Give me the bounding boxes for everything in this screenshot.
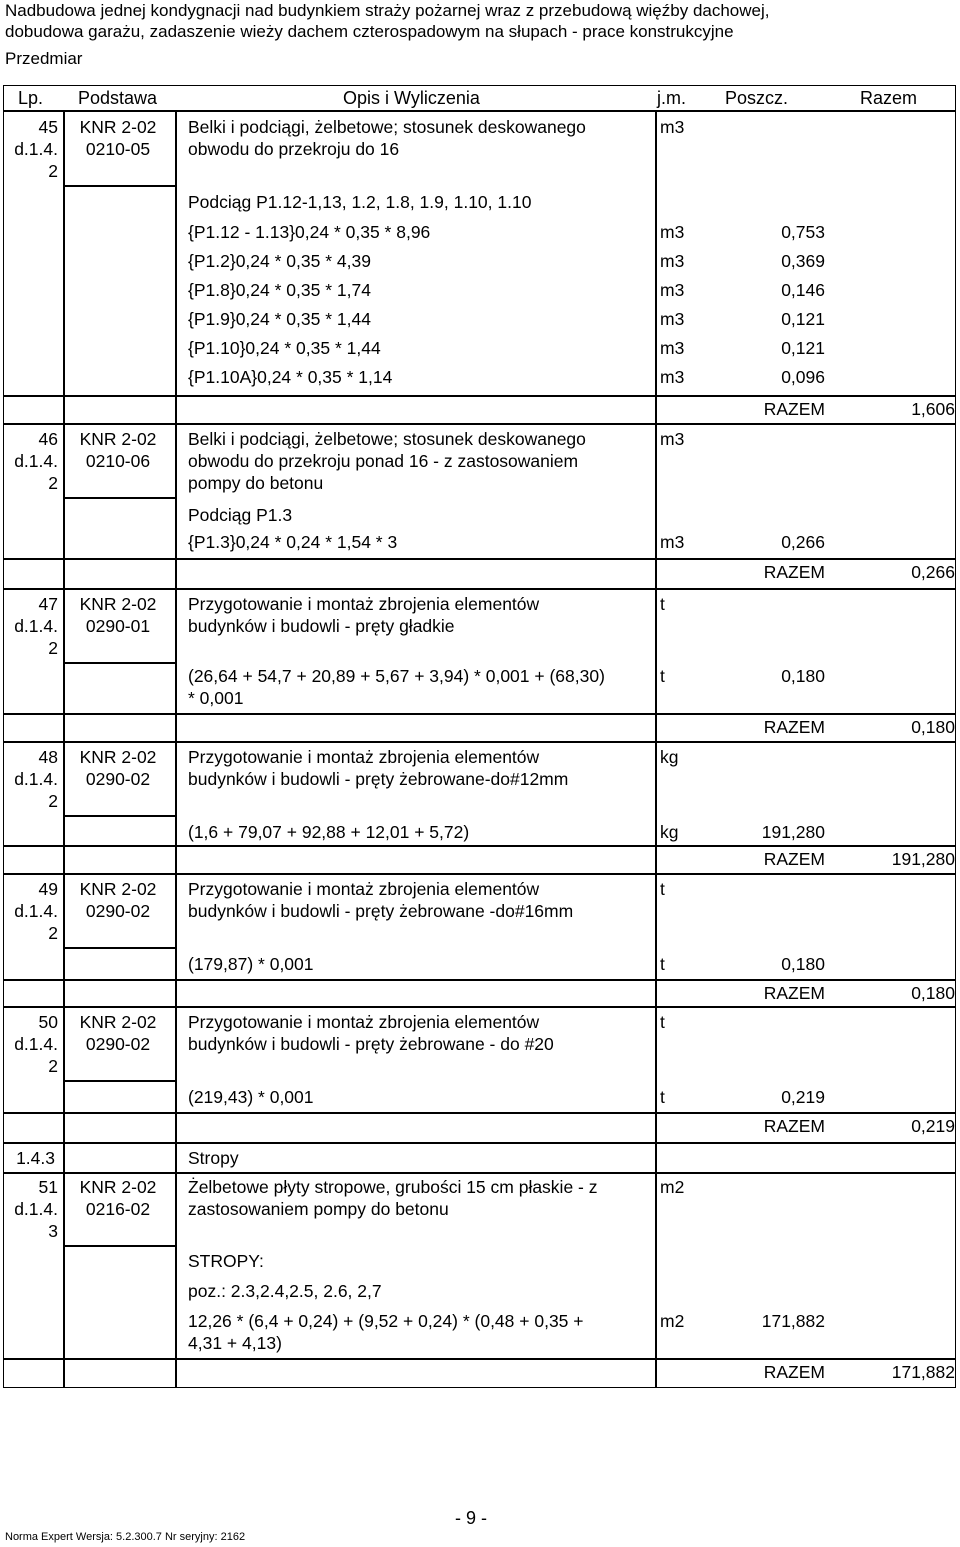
row-divider [3,741,956,743]
razem-label: RAZEM [763,1362,825,1382]
item-description: Przygotowanie i montaż zbrojenia elementów [188,879,540,899]
item-lp: 48 [38,747,58,767]
razem-total: 0,266 [911,562,955,582]
item-description: obwodu do przekroju do 16 [188,139,400,159]
doc-title-line-1: Nadbudowa jednej kondygnacji nad budynkiem straży pożarnej wraz z przebudową więźby dachowej, [5,1,770,20]
razem-total: 191,280 [891,849,955,869]
calc-unit: m3 [660,222,685,242]
row-divider [63,1245,175,1247]
calc-value: 0,121 [781,338,825,358]
row-divider [3,1142,956,1144]
calc-expression: {P1.3}0,24 * 0,24 * 1,54 * 3 [188,532,398,552]
item-lp: 2 [48,1056,58,1076]
razem-label: RAZEM [763,717,825,737]
item-lp: 47 [38,594,58,614]
row-divider [63,815,175,817]
col-header-razem: Razem [860,88,918,108]
item-podstawa: KNR 2-02 [79,747,157,767]
footer-software-info: Norma Expert Wersja: 5.2.300.7 Nr seryjny: 2162 [5,1531,246,1543]
calc-unit: t [660,1087,665,1107]
calc-unit: m3 [660,309,685,329]
item-lp: 3 [48,1221,58,1241]
calc-value: 191,280 [761,822,825,842]
item-podstawa: 0216-02 [85,1199,151,1219]
calc-expression: {P1.2}0,24 * 0,35 * 4,39 [188,251,371,271]
calc-expression: (26,64 + 54,7 + 20,89 + 5,67 + 3,94) * 0,001 + (68,30) [188,666,605,686]
calc-value: 0,146 [781,280,825,300]
calc-value: 0,266 [781,532,825,552]
column-divider [63,110,65,1388]
item-podstawa: 0210-06 [85,451,151,471]
item-unit: kg [660,747,679,767]
row-divider [3,110,956,112]
item-description: Przygotowanie i montaż zbrojenia elementów [188,1012,540,1032]
row-divider [63,497,175,499]
razem-total: 1,606 [911,399,955,419]
item-unit: t [660,879,665,899]
item-lp: d.1.4. [14,1199,58,1219]
item-unit: t [660,1012,665,1032]
razem-total: 0,180 [911,717,955,737]
item-podstawa: KNR 2-02 [79,429,157,449]
razem-label: RAZEM [763,562,825,582]
calc-unit: m3 [660,367,685,387]
section-title: Stropy [188,1148,239,1168]
item-description: Przygotowanie i montaż zbrojenia elementów [188,747,540,767]
item-lp: 2 [48,923,58,943]
item-lp: d.1.4. [14,139,58,159]
calc-unit: m3 [660,280,685,300]
row-divider [3,1172,956,1174]
item-lp: 50 [38,1012,58,1032]
item-description: budynków i budowli - pręty żebrowane -do#16mm [188,901,574,921]
page-number: - 9 - [455,1508,488,1528]
item-lp: d.1.4. [14,616,58,636]
row-divider [3,713,956,715]
item-description: Przygotowanie i montaż zbrojenia elementów [188,594,540,614]
calc-unit: m3 [660,251,685,271]
item-unit: m3 [660,429,685,449]
calc-value: 0,219 [781,1087,825,1107]
item-unit: m3 [660,117,685,137]
item-podstawa: KNR 2-02 [79,1012,157,1032]
calc-unit: m3 [660,532,685,552]
row-divider [3,873,956,875]
item-lp: d.1.4. [14,769,58,789]
section-number: 1.4.3 [16,1148,55,1168]
item-lp: d.1.4. [14,901,58,921]
item-lp: 46 [38,429,58,449]
item-description: budynków i budowli - pręty żebrowane-do#12mm [188,769,569,789]
item-lp: 2 [48,791,58,811]
row-divider [3,1006,956,1008]
calc-value: 0,180 [781,666,825,686]
item-description: budynków i budowli - pręty żebrowane - do #20 [188,1034,554,1054]
razem-total: 0,180 [911,983,955,1003]
row-divider [3,979,956,981]
item-lp: 2 [48,161,58,181]
row-divider [3,423,956,425]
row-divider [3,1358,956,1360]
calc-unit: m3 [660,338,685,358]
item-podstawa: 0290-02 [85,901,151,921]
item-lp: 2 [48,638,58,658]
razem-label: RAZEM [763,399,825,419]
item-lp: 51 [38,1177,58,1197]
calc-expression: {P1.10A}0,24 * 0,35 * 1,14 [188,367,393,387]
item-podstawa: KNR 2-02 [79,117,157,137]
item-unit: t [660,594,665,614]
item-description: pompy do betonu [188,473,324,493]
item-description: obwodu do przekroju ponad 16 - z zastosowaniem [188,451,579,471]
item-description: zastosowaniem pompy do betonu [188,1199,449,1219]
calc-expression: (1,6 + 79,07 + 92,88 + 12,01 + 5,72) [188,822,470,842]
item-description: Belki i podciągi, żelbetowe; stosunek deskowanego [188,429,586,449]
col-header-jm: j.m. [657,88,686,108]
item-podstawa: KNR 2-02 [79,594,157,614]
row-divider [3,395,956,397]
column-divider [175,110,177,1388]
calc-value: 0,180 [781,954,825,974]
item-description: Żelbetowe płyty stropowe, grubości 15 cm płaskie - z [188,1177,598,1197]
calc-subheading: STROPY: [188,1251,264,1271]
col-header-podstawa: Podstawa [78,88,158,108]
item-podstawa: KNR 2-02 [79,879,157,899]
item-podstawa: 0290-02 [85,1034,151,1054]
doc-title-line-2: dobudowa garażu, zadaszenie wieży dachem czterospadowym na słupach - prace konstrukcyjne [5,22,734,41]
calc-unit: m2 [660,1311,685,1331]
calc-expression: (179,87) * 0,001 [188,954,314,974]
item-podstawa: KNR 2-02 [79,1177,157,1197]
col-header-poszcz: Poszcz. [725,88,789,108]
calc-subheading: Podciąg P1.12-1,13, 1.2, 1.8, 1.9, 1.10, 1.10 [188,192,532,212]
row-divider [3,588,956,590]
item-podstawa: 0210-05 [85,139,151,159]
calc-expression: {P1.9}0,24 * 0,35 * 1,44 [188,309,371,329]
col-header-opis: Opis i Wyliczenia [343,88,480,108]
row-divider [3,845,956,847]
razem-label: RAZEM [763,983,825,1003]
row-divider [63,947,175,949]
calc-subheading: poz.: 2.3,2.4,2.5, 2.6, 2,7 [188,1281,382,1301]
calc-value: 171,882 [761,1311,825,1331]
calc-value: 0,753 [781,222,825,242]
razem-label: RAZEM [763,849,825,869]
col-header-lp: Lp. [18,88,44,108]
calc-expression: {P1.10}0,24 * 0,35 * 1,44 [188,338,381,358]
calc-expression: 4,31 + 4,13) [188,1333,282,1353]
calc-expression: {P1.8}0,24 * 0,35 * 1,74 [188,280,371,300]
calc-expression: * 0,001 [188,688,244,708]
calc-expression: (219,43) * 0,001 [188,1087,314,1107]
calc-subheading: Podciąg P1.3 [188,505,293,525]
razem-total: 0,219 [911,1116,955,1136]
item-description: Belki i podciągi, żelbetowe; stosunek deskowanego [188,117,586,137]
calc-unit: t [660,666,665,686]
razem-label: RAZEM [763,1116,825,1136]
calc-expression: {P1.12 - 1.13}0,24 * 0,35 * 8,96 [188,222,431,242]
calc-value: 0,096 [781,367,825,387]
calc-unit: t [660,954,665,974]
item-description: budynków i budowli - pręty gładkie [188,616,455,636]
calc-value: 0,369 [781,251,825,271]
column-divider [655,110,657,1388]
row-divider [3,558,956,560]
item-podstawa: 0290-01 [85,616,151,636]
item-lp: d.1.4. [14,451,58,471]
row-divider [63,1080,175,1082]
item-lp: 49 [38,879,58,899]
row-divider [63,185,175,187]
row-divider [3,1112,956,1114]
item-lp: d.1.4. [14,1034,58,1054]
doc-subtitle: Przedmiar [5,49,83,68]
item-unit: m2 [660,1177,685,1197]
item-lp: 2 [48,473,58,493]
razem-total: 171,882 [891,1362,955,1382]
calc-unit: kg [660,822,679,842]
row-divider [63,662,175,664]
item-lp: 45 [38,117,58,137]
calc-expression: 12,26 * (6,4 + 0,24) + (9,52 + 0,24) * (0,48 + 0,35 + [188,1311,584,1331]
item-podstawa: 0290-02 [85,769,151,789]
calc-value: 0,121 [781,309,825,329]
